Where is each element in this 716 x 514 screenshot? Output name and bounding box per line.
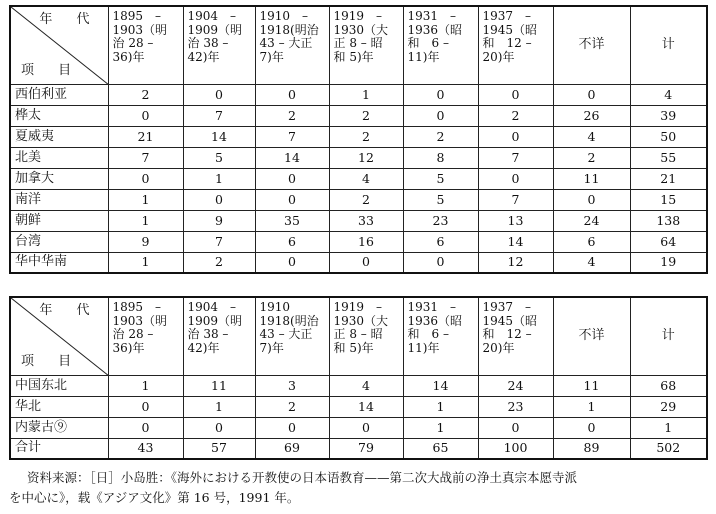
table-cell: 1 <box>553 396 630 417</box>
column-header-line: 1919 – <box>333 9 383 23</box>
column-header-4 <box>329 297 403 375</box>
column-header-line: 1909（明 <box>187 313 243 328</box>
table-cell: 33 <box>329 210 403 231</box>
table-cell: 2 <box>255 105 329 126</box>
table-cell: 1 <box>329 84 403 105</box>
table-cell: 0 <box>255 189 329 210</box>
row-label: 华北 <box>10 396 108 417</box>
table-cell: 2 <box>255 396 329 417</box>
table-cell: 23 <box>478 396 553 417</box>
table-cell: 2 <box>553 147 630 168</box>
row-label: 北美 <box>10 147 108 168</box>
table-cell: 79 <box>329 438 403 459</box>
column-header-line: 治 38 – <box>187 36 229 50</box>
table-row <box>10 396 707 417</box>
table-cell: 16 <box>329 231 403 252</box>
table-cell: 26 <box>553 105 630 126</box>
column-header-line: 和 6 – <box>407 36 449 50</box>
column-header-line: 1937 – <box>482 9 532 23</box>
column-header-6 <box>478 297 553 375</box>
corner-period-label: 年 代 <box>39 303 100 318</box>
corner-item-label: 项 目 <box>21 62 82 78</box>
table-cell: 2 <box>183 252 255 273</box>
table-cell: 0 <box>255 84 329 105</box>
table-cell: 0 <box>329 252 403 273</box>
table-cell: 24 <box>553 210 630 231</box>
column-header-line: 1930（大 <box>333 313 389 328</box>
row-label: 华中华南 <box>10 252 108 273</box>
column-header-line: 1918(明治 <box>259 313 319 328</box>
table-cell: 0 <box>108 417 183 438</box>
table-cell: 2 <box>329 189 403 210</box>
column-header-line: 1903（明 <box>112 313 168 328</box>
column-header-line: 1937 – <box>482 300 532 314</box>
column-header-line: 1903（明 <box>112 22 168 37</box>
corner-item-label: 项 目 <box>21 353 82 369</box>
table-cell: 1 <box>403 396 478 417</box>
table-cell: 23 <box>403 210 478 231</box>
row-label: 桦太 <box>10 105 108 126</box>
column-header-line: 和 5)年 <box>333 340 374 355</box>
header-row <box>10 297 707 375</box>
column-header-line: 1945（昭 <box>482 22 538 37</box>
row-label: 中国东北 <box>10 375 108 396</box>
table-cell: 2 <box>403 126 478 147</box>
column-header-line: 1904 – <box>187 9 237 23</box>
row-label: 加拿大 <box>10 168 108 189</box>
column-header-line: 治 38 – <box>187 327 229 341</box>
table-cell: 1 <box>403 417 478 438</box>
row-label: 夏威夷 <box>10 126 108 147</box>
column-header-line: 42)年 <box>187 49 220 64</box>
table-cell: 4 <box>553 126 630 147</box>
column-header-line: 1930（大 <box>333 22 389 37</box>
column-header-7 <box>553 297 630 375</box>
table-cell: 7 <box>183 231 255 252</box>
table-cell: 0 <box>255 252 329 273</box>
table-cell: 5 <box>183 147 255 168</box>
table-cell: 0 <box>403 105 478 126</box>
column-header-8 <box>630 6 707 84</box>
table-cell: 6 <box>553 231 630 252</box>
table-cell: 100 <box>478 438 553 459</box>
table-cell: 7 <box>478 147 553 168</box>
column-header-8 <box>630 297 707 375</box>
corner-period-label: 年 代 <box>39 12 100 27</box>
row-label: 朝鲜 <box>10 210 108 231</box>
table-1-body <box>10 6 707 273</box>
row-label: 合计 <box>10 438 108 459</box>
table-cell: 0 <box>108 396 183 417</box>
table-cell: 89 <box>553 438 630 459</box>
column-header-4 <box>329 6 403 84</box>
table-cell: 1 <box>108 189 183 210</box>
table-row <box>10 417 707 438</box>
table-cell: 15 <box>630 189 707 210</box>
source-note-line-2: を中心に》，载《アジア文化》第 16 号，1991 年。 <box>9 490 300 505</box>
table-cell: 0 <box>403 252 478 273</box>
table-cell: 6 <box>403 231 478 252</box>
table-cell: 57 <box>183 438 255 459</box>
table-cell: 7 <box>255 126 329 147</box>
table-cell: 1 <box>108 210 183 231</box>
table-cell: 2 <box>108 84 183 105</box>
table-row <box>10 252 707 273</box>
column-header-line: 1919 – <box>333 300 383 314</box>
table-cell: 9 <box>183 210 255 231</box>
column-header-line: 1904 – <box>187 300 237 314</box>
table-cell: 14 <box>403 375 478 396</box>
table-cell: 0 <box>553 417 630 438</box>
table-cell: 21 <box>630 168 707 189</box>
column-header-line: 43 – 大正 <box>259 36 313 50</box>
column-header-line: 36)年 <box>112 340 145 355</box>
table-cell: 138 <box>630 210 707 231</box>
column-header-line: 1918(明治 <box>259 22 319 37</box>
column-header-line: 治 28 – <box>112 36 154 50</box>
table-cell: 1 <box>183 396 255 417</box>
table-row <box>10 147 707 168</box>
table-cell: 0 <box>478 168 553 189</box>
table-row <box>10 231 707 252</box>
table-cell: 0 <box>403 84 478 105</box>
table-cell: 11 <box>553 375 630 396</box>
column-header-line: 11)年 <box>407 340 440 355</box>
table-cell: 24 <box>478 375 553 396</box>
table-cell: 0 <box>108 168 183 189</box>
table-cell: 50 <box>630 126 707 147</box>
table-cell: 7 <box>183 105 255 126</box>
table-cell: 0 <box>478 417 553 438</box>
table-cell: 68 <box>630 375 707 396</box>
table-row <box>10 375 707 396</box>
table-2 <box>9 296 708 460</box>
table-cell: 14 <box>478 231 553 252</box>
column-header-line: 1936（昭 <box>407 22 463 37</box>
column-header-line: 11)年 <box>407 49 440 64</box>
table-cell: 7 <box>478 189 553 210</box>
table-cell: 0 <box>183 189 255 210</box>
table-cell: 0 <box>553 189 630 210</box>
table-cell: 21 <box>108 126 183 147</box>
column-header-line: 1910 – <box>259 9 309 23</box>
column-header-line: 和 5)年 <box>333 49 374 64</box>
column-header-line: 1895 – <box>112 300 162 314</box>
table-cell: 55 <box>630 147 707 168</box>
column-header-line: 1931 – <box>407 9 457 23</box>
table-cell: 0 <box>183 84 255 105</box>
table-cell: 39 <box>630 105 707 126</box>
column-header-line: 20)年 <box>482 340 515 355</box>
table-cell: 11 <box>183 375 255 396</box>
source-note-line-1: 资料来源：［日］小岛胜：《海外における开教使の日本语教育——第二次大战前の浄土真宗本愿寺派 <box>27 470 578 485</box>
column-header-line: 计 <box>661 328 675 344</box>
column-header-line: 1910 <box>259 300 291 314</box>
column-header-6 <box>478 6 553 84</box>
table-cell: 0 <box>553 84 630 105</box>
table-row <box>10 438 707 459</box>
table-cell: 1 <box>183 168 255 189</box>
column-header-line: 不详 <box>578 328 605 344</box>
column-header-3 <box>255 6 329 84</box>
table-cell: 4 <box>329 168 403 189</box>
table-cell: 2 <box>329 105 403 126</box>
table-cell: 14 <box>183 126 255 147</box>
table-cell: 7 <box>108 147 183 168</box>
table-cell: 0 <box>329 417 403 438</box>
table-cell: 12 <box>478 252 553 273</box>
column-header-1 <box>108 6 183 84</box>
table-cell: 12 <box>329 147 403 168</box>
column-header-line: 20)年 <box>482 49 515 64</box>
column-header-7 <box>553 6 630 84</box>
table-cell: 502 <box>630 438 707 459</box>
column-header-line: 1931 – <box>407 300 457 314</box>
column-header-line: 正 8 – 昭 <box>333 327 383 341</box>
column-header-2 <box>183 297 255 375</box>
row-label: 南洋 <box>10 189 108 210</box>
column-header-line: 1909（明 <box>187 22 243 37</box>
column-header-line: 正 8 – 昭 <box>333 36 383 50</box>
table-cell: 8 <box>403 147 478 168</box>
table-cell: 4 <box>553 252 630 273</box>
table-cell: 19 <box>630 252 707 273</box>
table-row <box>10 168 707 189</box>
column-header-line: 治 28 – <box>112 327 154 341</box>
table-cell: 65 <box>403 438 478 459</box>
column-header-line: 43 – 大正 <box>259 327 313 341</box>
table-cell: 4 <box>329 375 403 396</box>
table-row <box>10 126 707 147</box>
table-cell: 0 <box>255 417 329 438</box>
table-row <box>10 105 707 126</box>
row-label: 台湾 <box>10 231 108 252</box>
table-cell: 2 <box>329 126 403 147</box>
table-cell: 29 <box>630 396 707 417</box>
column-header-5 <box>403 6 478 84</box>
table-cell: 5 <box>403 189 478 210</box>
table-cell: 0 <box>183 417 255 438</box>
table-cell: 0 <box>478 84 553 105</box>
column-header-line: 36)年 <box>112 49 145 64</box>
table-1 <box>9 5 708 274</box>
table-row <box>10 210 707 231</box>
table-cell: 1 <box>108 252 183 273</box>
table-row <box>10 189 707 210</box>
table-cell: 69 <box>255 438 329 459</box>
table-cell: 11 <box>553 168 630 189</box>
table-cell: 5 <box>403 168 478 189</box>
column-header-3 <box>255 297 329 375</box>
table-cell: 4 <box>630 84 707 105</box>
source-note <box>9 468 709 508</box>
column-header-line: 7)年 <box>259 340 284 355</box>
corner-header-cell <box>10 297 108 375</box>
table-cell: 3 <box>255 375 329 396</box>
table-cell: 14 <box>255 147 329 168</box>
table-cell: 6 <box>255 231 329 252</box>
table-cell: 43 <box>108 438 183 459</box>
column-header-1 <box>108 297 183 375</box>
column-header-line: 和 6 – <box>407 327 449 341</box>
column-header-line: 7)年 <box>259 49 284 64</box>
corner-header-cell <box>10 6 108 84</box>
table-cell: 0 <box>108 105 183 126</box>
column-header-line: 1945（昭 <box>482 313 538 328</box>
table-cell: 0 <box>255 168 329 189</box>
header-row <box>10 6 707 84</box>
table-cell: 64 <box>630 231 707 252</box>
column-header-line: 1936（昭 <box>407 313 463 328</box>
column-header-line: 1895 – <box>112 9 162 23</box>
column-header-line: 和 12 – <box>482 327 532 341</box>
row-label: 西伯利亚 <box>10 84 108 105</box>
row-label: 内蒙古⑨ <box>10 417 108 438</box>
column-header-line: 计 <box>661 37 675 53</box>
column-header-line: 42)年 <box>187 340 220 355</box>
table-cell: 1 <box>630 417 707 438</box>
table-cell: 13 <box>478 210 553 231</box>
table-row <box>10 84 707 105</box>
table-cell: 35 <box>255 210 329 231</box>
table-cell: 2 <box>478 105 553 126</box>
table-cell: 1 <box>108 375 183 396</box>
table-2-body <box>10 297 707 459</box>
column-header-2 <box>183 6 255 84</box>
table-cell: 14 <box>329 396 403 417</box>
table-cell: 9 <box>108 231 183 252</box>
column-header-line: 和 12 – <box>482 36 532 50</box>
table-cell: 0 <box>478 126 553 147</box>
column-header-5 <box>403 297 478 375</box>
column-header-line: 不详 <box>578 37 605 53</box>
